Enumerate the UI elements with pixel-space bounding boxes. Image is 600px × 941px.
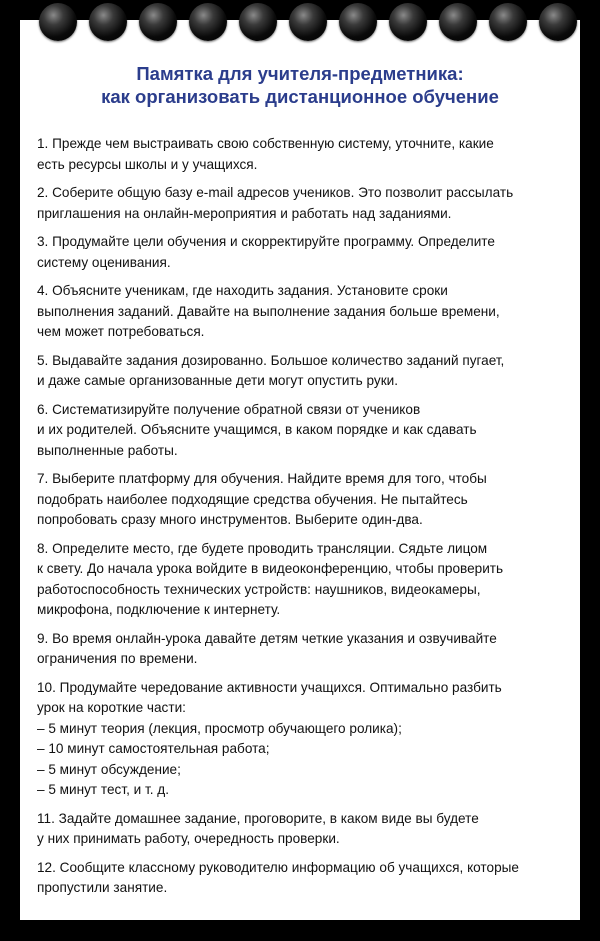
memo-item-line: 7. Выберите платформу для обучения. Найдите время для того, чтобы [37, 471, 487, 486]
memo-item-line: 9. Во время онлайн-урока давайте детям четкие указания и озвучивайте [37, 630, 497, 646]
memo-item-line: и даже самые организованные дети могут опустить руки. [37, 373, 399, 388]
binder-hole-icon [89, 3, 127, 41]
memo-item-line: попробовать сразу много инструментов. Выберите один-два. [37, 512, 423, 527]
memo-item-line: 5. Выдавайте задания дозированно. Большое количество заданий пугает, [37, 352, 505, 368]
memo-item-line: выполненные работы. [37, 442, 178, 458]
binder-hole-icon [439, 3, 477, 41]
memo-item-line: – 5 минут тест, и т. д. [37, 782, 169, 797]
memo-item [37, 183, 575, 224]
memo-item-line: чем может потребоваться. [37, 324, 205, 339]
memo-item [37, 232, 575, 273]
binder-hole-icon [389, 3, 427, 41]
binder-hole-icon [339, 3, 377, 41]
memo-item [37, 281, 575, 343]
memo-item-line: у них принимать работу, очередность проверки. [37, 831, 340, 846]
memo-title-line-2: как организовать дистанционное обучение [101, 86, 499, 107]
memo-item-line: приглашения на онлайн-мероприятия и работать над заданиями. [37, 205, 452, 221]
memo-item-line: ограничения по времени. [37, 651, 198, 666]
memo-item-line: – 10 минут самостоятельная работа; [37, 741, 270, 756]
memo-item-line: подобрать наиболее подходящие средства обучения. Не пытайтесь [37, 491, 468, 507]
binder-hole-icon [539, 3, 577, 41]
binder-hole-icon [289, 3, 327, 41]
binder-hole-icon [39, 3, 77, 41]
memo-item-line: микрофона, подключение к интернету. [37, 602, 281, 617]
memo-item-line: 2. Соберите общую базу e-mail адресов учеников. Это позволит рассылать [37, 185, 514, 200]
memo-item-line: выполнения заданий. Давайте на выполнение задания больше времени, [37, 303, 500, 319]
memo-item [37, 539, 575, 621]
memo-item-line: 12. Сообщите классному руководителю информацию об учащихся, которые [37, 859, 519, 875]
memo-item-line: и их родителей. Объясните учащимся, в каком порядке и как сдавать [37, 422, 477, 437]
memo-item [37, 351, 575, 392]
memo-item [37, 678, 575, 801]
memo-item [37, 134, 575, 175]
memo-item-line: к свету. До начала урока войдите в видеоконференцию, чтобы проверить [37, 561, 504, 576]
memo-sheet [20, 20, 580, 920]
memo-list [37, 134, 575, 907]
memo-item-line: работоспособность технических устройств: наушников, видеокамеры, [37, 581, 481, 597]
memo-item-line: систему оценивания. [37, 254, 171, 270]
memo-item [37, 809, 575, 850]
memo-item-line: 11. Задайте домашнее задание, проговорите, в каком виде вы будете [37, 810, 479, 826]
memo-item-line: урок на короткие части: [37, 700, 186, 715]
binder-holes [0, 3, 600, 43]
memo-item-line: – 5 минут теория (лекция, просмотр обучающего ролика); [37, 720, 402, 736]
memo-item-line: – 5 минут обсуждение; [37, 761, 181, 777]
memo-item-line: 10. Продумайте чередование активности учащихся. Оптимально разбить [37, 679, 502, 695]
memo-item [37, 469, 575, 531]
memo-item [37, 629, 575, 670]
memo-item-line: 3. Продумайте цели обучения и скорректируйте программу. Определите [37, 234, 495, 249]
memo-item-line: есть ресурсы школы и у учащихся. [37, 156, 258, 172]
binder-hole-icon [489, 3, 527, 41]
memo-title-line-1: Памятка для учителя-предметника: [136, 63, 464, 84]
binder-hole-icon [239, 3, 277, 41]
memo-item-line: 6. Систематизируйте получение обратной связи от учеников [37, 401, 421, 417]
binder-hole-icon [139, 3, 177, 41]
memo-item [37, 858, 575, 899]
memo-item-line: пропустили занятие. [37, 880, 168, 895]
memo-item-line: 4. Объясните ученикам, где находить задания. Установите сроки [37, 283, 448, 298]
memo-title [20, 62, 580, 108]
binder-hole-icon [189, 3, 227, 41]
memo-item [37, 400, 575, 462]
memo-item-line: 8. Определите место, где будете проводить трансляции. Сядьте лицом [37, 540, 488, 556]
memo-item-line: 1. Прежде чем выстраивать свою собственную систему, уточните, какие [37, 136, 494, 151]
